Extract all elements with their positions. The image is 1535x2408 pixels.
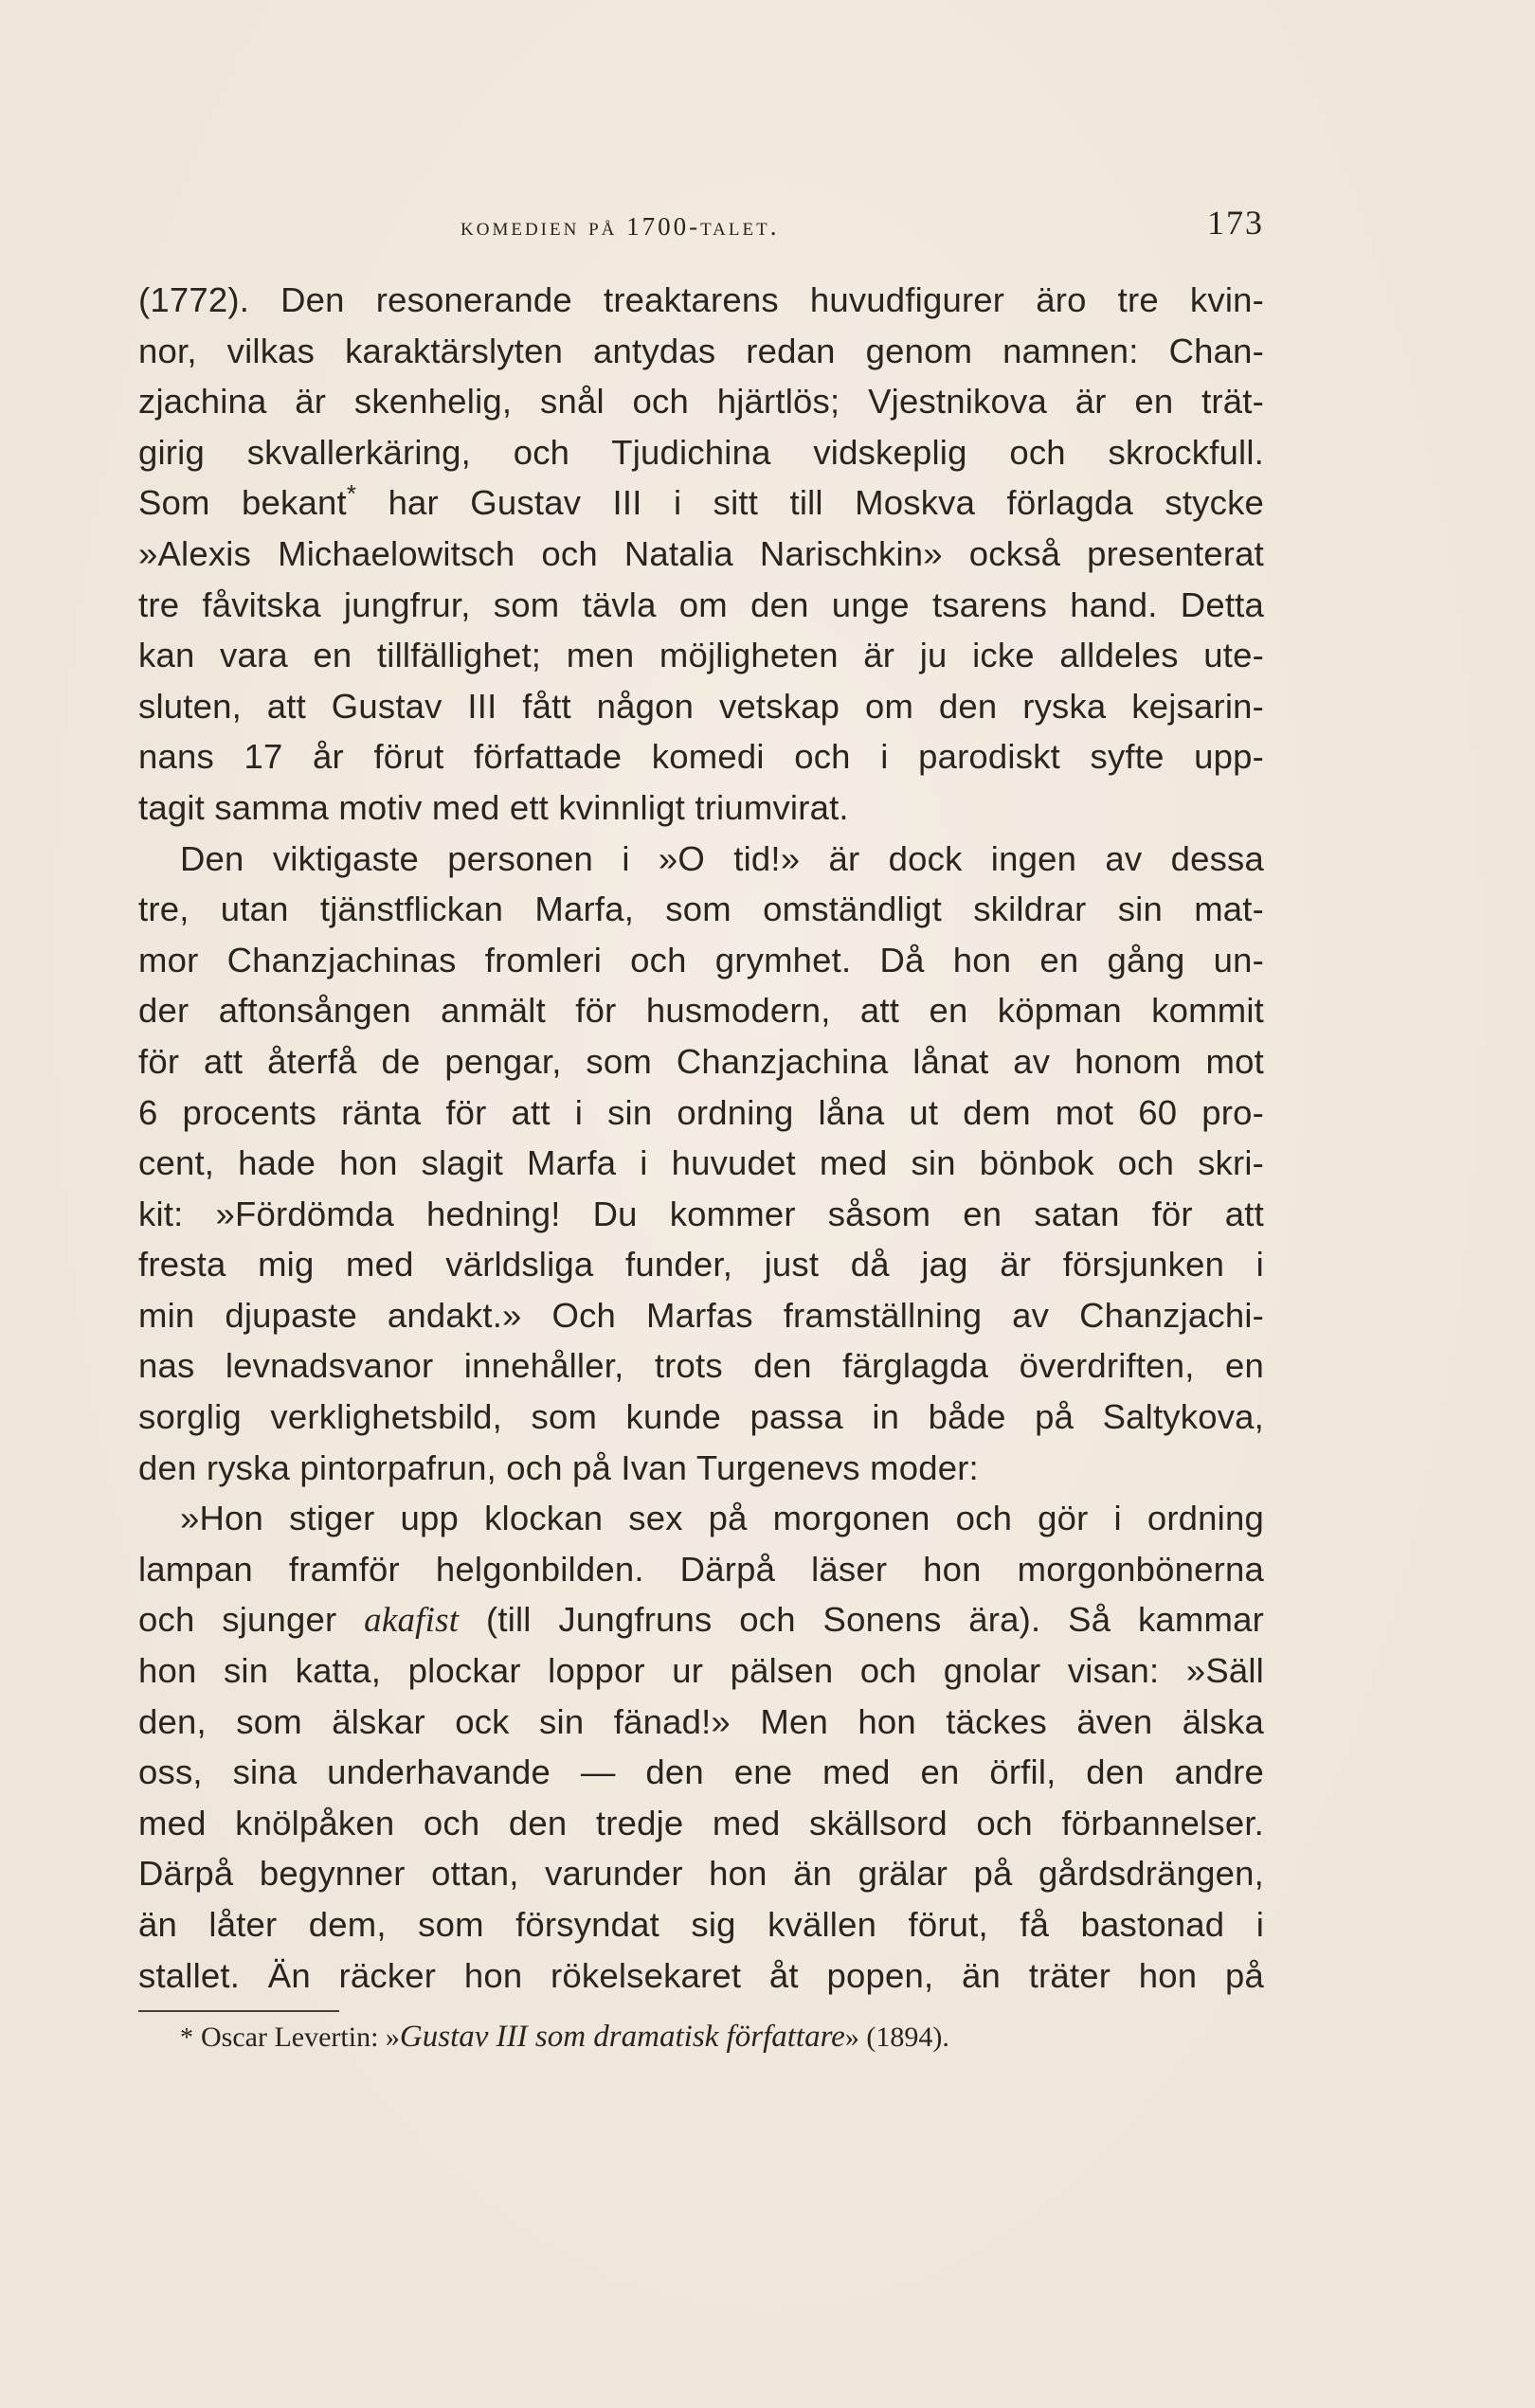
text-line: der aftonsången anmält för husmodern, att en köpman kommit [138,991,1264,1031]
footnote-rest: » (1894). [844,2022,949,2053]
text-line: 6 procents ränta för att i sin ordning låna ut dem mot 60 pro- [138,1092,1264,1132]
text-line: fresta mig med världsliga funder, just då jag är försjunken i [138,1245,1264,1285]
text-line: nans 17 år förut författade komedi och i parodiskt syfte upp- [138,737,1264,777]
text-line: tre fåvitska jungfrur, som tävla om den unge tsarens hand. Detta [138,584,1264,624]
text-line: mor Chanzjachinas fromleri och grymhet. Då hon en gång un- [138,940,1264,979]
text-line: »Hon stiger upp klockan sex på morgonen och gör i ordning [180,1499,1264,1538]
text-line: »Alexis Michaelowitsch och Natalia Narischkin» också presenterat [138,533,1264,573]
text-line: stallet. Än räcker hon rökelsekaret åt popen, än träter hon på [138,1955,1264,1995]
text-line: zjachina är skenhelig, snål och hjärtlös; Vjestnikova är en trät- [138,382,1264,422]
footnote [180,2018,949,2058]
text-segment: och sjunger [138,1600,365,1640]
text-line: med knölpåken och den tredje med skällsord och förbannelser. [138,1803,1264,1842]
text-line [138,1594,1264,1645]
text-line: nor, vilkas karaktärslyten antydas redan genom namnen: Chan- [138,331,1264,370]
text-line: girig skvallerkäring, och Tjudichina vidskeplig och skrockfull. [138,432,1264,472]
page-header [138,203,1264,250]
text-line: Den viktigaste personen i »O tid!» är dock ingen av dessa [180,838,1264,878]
footnote-divider [138,2010,339,2012]
text-segment: (till Jungfruns och Sonens ära). Så kammar [459,1600,1264,1640]
text-line: oss, sina underhavande — den ene med en örfil, den andre [138,1752,1264,1792]
text-line: sluten, att Gustav III fått någon vetskap om den ryska kejsarin- [138,686,1264,726]
footnote-reference: * [346,479,357,509]
text-line: min djupaste andakt.» Och Marfas framställning av Chanzjachi- [138,1295,1264,1335]
text-line: lampan framför helgonbilden. Därpå läser hon morgonbönerna [138,1549,1264,1589]
text-line: den, som älskar ock sin fänad!» Men hon täckes även älska [138,1701,1264,1741]
text-line: tagit samma motiv med ett kvinnligt triumvirat. [138,787,849,827]
footnote-title: Gustav III som dramatisk författare [399,2020,845,2054]
text-line: nas levnadsvanor innehåller, trots den färglagda överdriften, en [138,1346,1264,1386]
text-line: cent, hade hon slagit Marfa i huvudet med sin bönbok och skri- [138,1143,1264,1183]
text-line: den ryska pintorpafrun, och på Ivan Turgenevs moder: [138,1447,979,1487]
running-title: komedien på 1700-talet. [460,212,780,241]
text-line: kit: »Fördömda hedning! Du kommer såsom en satan för att [138,1194,1264,1233]
text-line: tre, utan tjänstflickan Marfa, som omständligt skildrar sin mat- [138,890,1264,929]
italic-term: akafist [364,1601,460,1641]
text-segment: har Gustav III i sitt till Moskva förlagda stycke [356,483,1265,523]
text-line: sorglig verklighetsbild, som kunde passa in både på Saltykova, [138,1397,1264,1437]
text-line: kan vara en tillfällighet; men möjligheten är ju icke alldeles ute- [138,636,1264,675]
footnote-author: Oscar Levertin: » [201,2022,400,2053]
text-line: än låter dem, som försyndat sig kvällen förut, få bastonad i [138,1905,1264,1944]
text-segment: Som bekant [138,483,347,523]
text-line: för att återfå de pengar, som Chanzjachina lånat av honom mot [138,1041,1264,1081]
footnote-mark: * [180,2023,193,2053]
page-number: 173 [1207,204,1264,242]
text-line: Därpå begynner ottan, varunder hon än grälar på gårdsdrängen, [138,1854,1264,1894]
text-line: (1772). Den resonerande treaktarens huvudfigurer äro tre kvin- [138,280,1264,319]
text-line: hon sin katta, plockar loppor ur pälsen och gnolar visan: »Säll [138,1651,1264,1691]
text-line [138,477,1264,529]
body-text [138,275,1264,2001]
